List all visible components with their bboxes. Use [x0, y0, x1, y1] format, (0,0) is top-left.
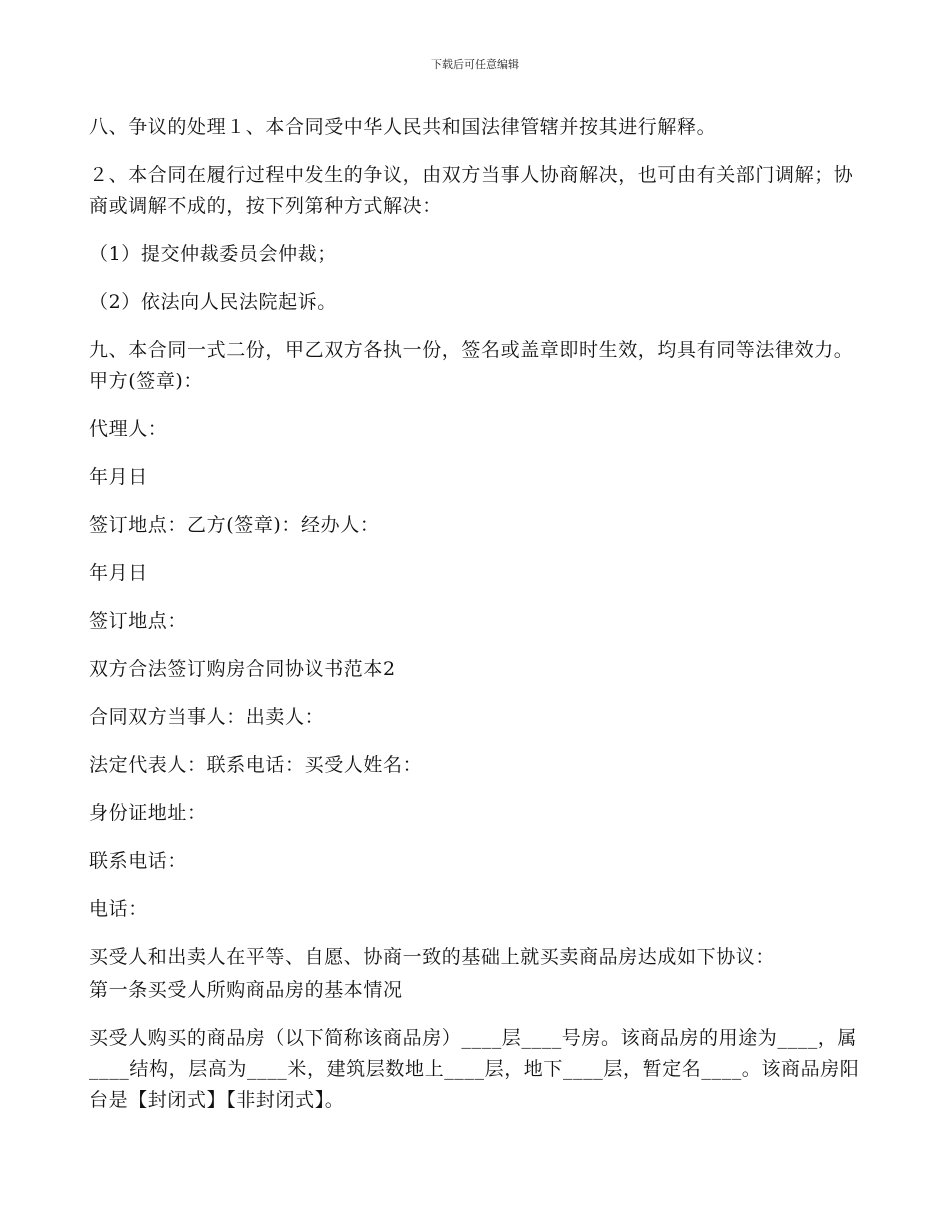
paragraph-dispute-heading: 八、争议的处理１、本合同受中华人民共和国法律管辖并按其进行解释。	[89, 116, 717, 138]
paragraph-option-court: （2）依法向人民法院起诉。	[89, 291, 337, 313]
paragraph-id-address: 身份证地址：	[89, 802, 207, 824]
paragraph-copies-validity: 九、本合同一式二份，甲乙双方各执一份，签名或盖章即时生效，均具有同等法律效力。甲方(签章)：	[89, 339, 854, 392]
paragraph-agent: 代理人：	[89, 418, 168, 440]
document-body	[89, 112, 864, 1133]
paragraph-agreement-intro: 买受人和出卖人在平等、自愿、协商一致的基础上就买卖商品房达成如下协议：	[89, 946, 776, 968]
page-header: 下载后可任意编辑	[431, 58, 519, 71]
paragraph-phone: 电话：	[89, 898, 148, 920]
paragraph-date-1: 年月日	[89, 466, 148, 488]
paragraph-option-arbitration: （1）提交仲裁委员会仲裁；	[89, 243, 337, 265]
paragraph-parties: 合同双方当事人：出卖人：	[89, 706, 325, 728]
paragraph-signing-place-party-b: 签订地点：乙方(签章)：经办人：	[89, 514, 380, 536]
paragraph-article-one-body: 买受人购买的商品房（以下简称该商品房）____层____号房。该商品房的用途为____，属____结构，层高为____米，建筑层数地上____层，地下____层，暂定名____。该商品房阳台是【封闭式】【非封闭式】。	[89, 1027, 860, 1111]
paragraph-dispute-resolution: ２、本合同在履行过程中发生的争议，由双方当事人协商解决，也可由有关部门调解；协商或调解不成的，按下列第种方式解决：	[89, 164, 854, 217]
paragraph-legal-rep: 法定代表人：联系电话：买受人姓名：	[89, 754, 423, 776]
paragraph-date-2: 年月日	[89, 562, 148, 584]
paragraph-template-title: 双方合法签订购房合同协议书范本2	[89, 658, 396, 680]
paragraph-article-one-title: 第一条买受人所购商品房的基本情况	[89, 979, 403, 1001]
paragraph-contact-phone: 联系电话：	[89, 850, 188, 872]
paragraph-signing-place: 签订地点：	[89, 610, 188, 632]
